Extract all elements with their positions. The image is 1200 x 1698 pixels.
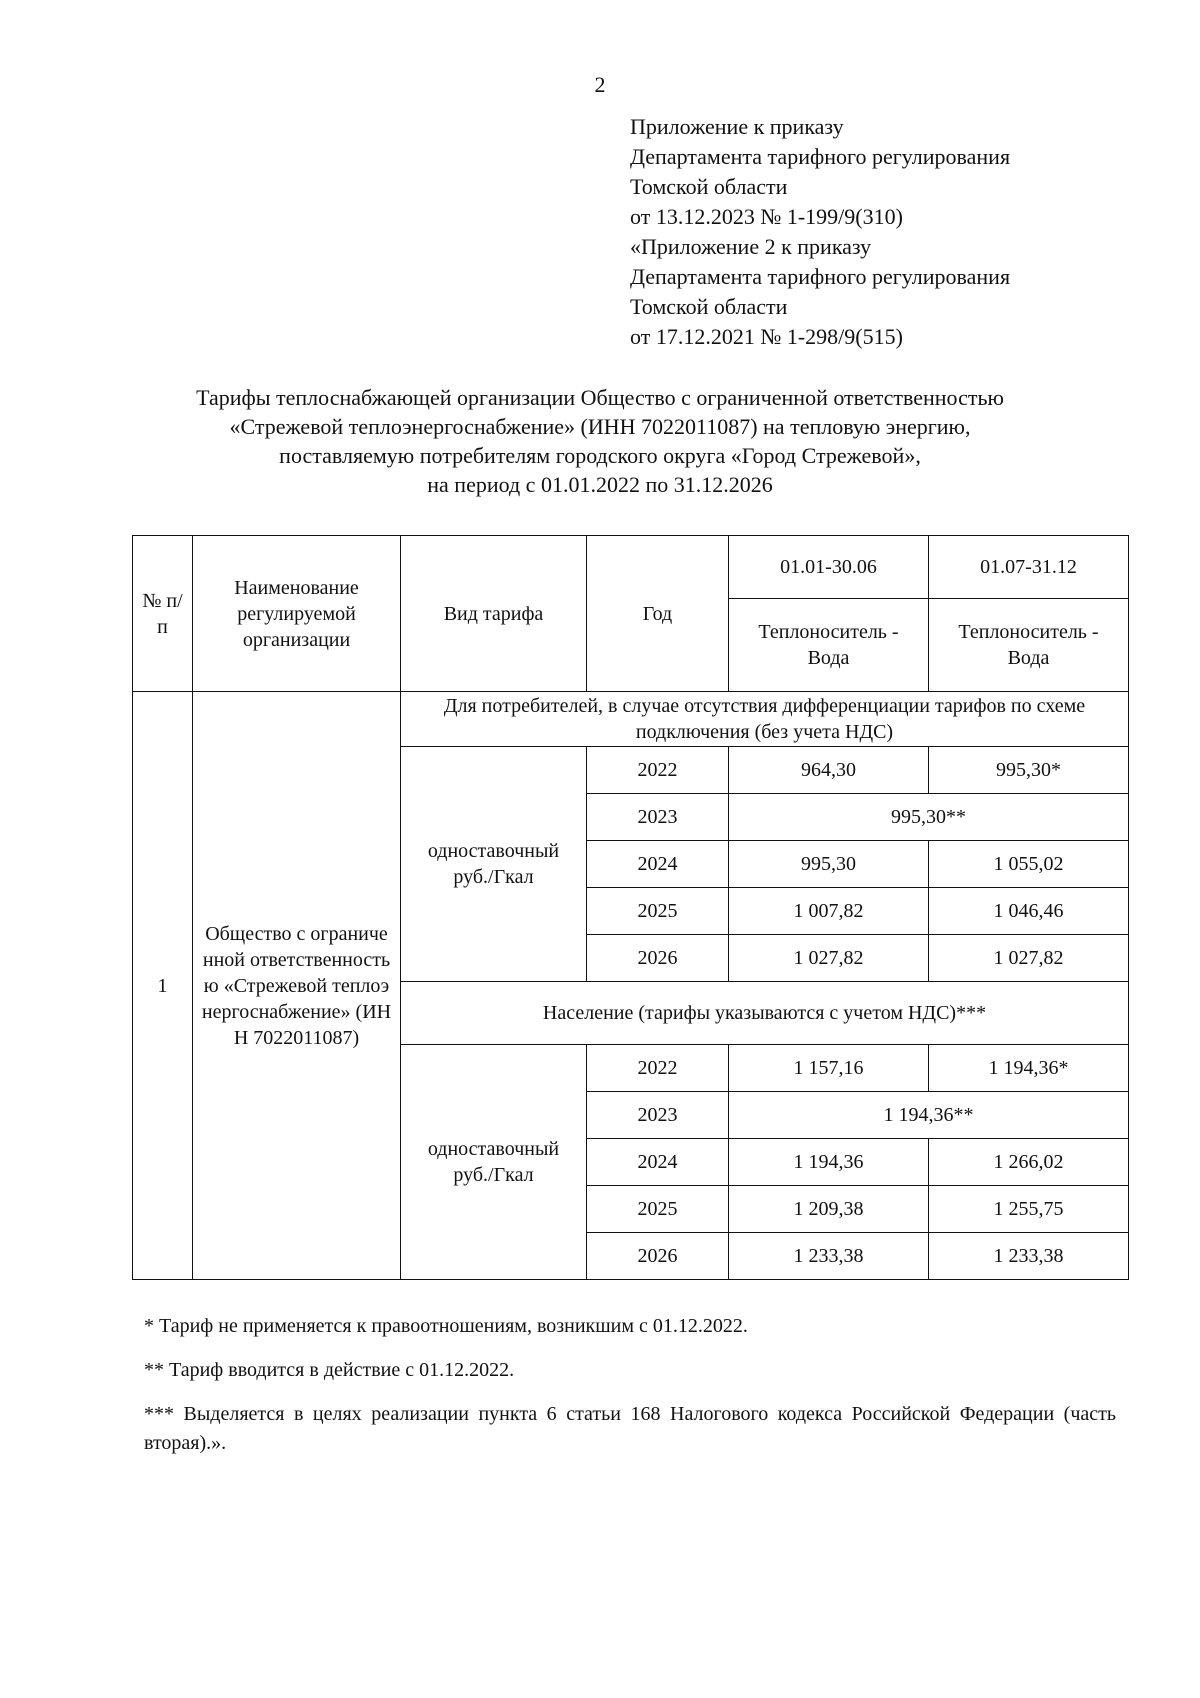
tariff-h2-cell: 1 266,02 xyxy=(929,1139,1129,1186)
organization-name: Общество с ограниченной ответственностью «Стрежевой теплоэнергоснабжение» (ИНН 7022011087) xyxy=(193,692,401,1280)
document-title xyxy=(100,383,1100,499)
year-cell: 2024 xyxy=(587,841,729,888)
header-num: № п/п xyxy=(133,536,193,692)
appendix-block xyxy=(630,112,1010,352)
year-cell: 2024 xyxy=(587,1139,729,1186)
appendix-line: Томской области xyxy=(630,174,788,199)
tariff-h1-cell: 1 157,16 xyxy=(729,1045,929,1092)
footnote-2: ** Тариф вводится в действие с 01.12.2022. xyxy=(144,1359,515,1381)
appendix-line: Томской области xyxy=(630,294,788,319)
footnote-3: *** Выделяется в целях реализации пункта 6 статьи 168 Налогового кодекса Российской Федерации (часть вторая).». xyxy=(144,1403,1116,1454)
title-line: поставляемую потребителям городского округа «Город Стрежевой», xyxy=(279,443,921,468)
tariff-h2-cell: 1 046,46 xyxy=(929,888,1129,935)
section-1-title: Для потребителей, в случае отсутствия дифференциации тарифов по схеме подключения (без учета НДС) xyxy=(401,692,1129,747)
footnotes xyxy=(144,1312,1116,1473)
header-row xyxy=(133,536,1129,599)
tariff-table xyxy=(132,535,1129,1280)
appendix-line: Приложение к приказу xyxy=(630,114,844,139)
tariff-h2-cell: 1 194,36* xyxy=(929,1045,1129,1092)
header-year: Год xyxy=(587,536,729,692)
section-row xyxy=(133,692,1129,747)
tariff-merged-cell: 995,30** xyxy=(729,794,1129,841)
tariff-h1-cell: 995,30 xyxy=(729,841,929,888)
header-carrier-1: Теплоноситель - Вода xyxy=(729,599,929,692)
appendix-line: Департамента тарифного регулирования xyxy=(630,144,1011,169)
page-number: 2 xyxy=(594,72,606,97)
header-tariff-type: Вид тарифа xyxy=(401,536,587,692)
header-period-2: 01.07-31.12 xyxy=(929,536,1129,599)
appendix-line: Департамента тарифного регулирования xyxy=(630,264,1011,289)
tariff-h1-cell: 1 007,82 xyxy=(729,888,929,935)
title-line: на период с 01.01.2022 по 31.12.2026 xyxy=(427,472,773,497)
tariff-h1-cell: 1 209,38 xyxy=(729,1186,929,1233)
year-cell: 2025 xyxy=(587,1186,729,1233)
tariff-h2-cell: 995,30* xyxy=(929,747,1129,794)
header-org-name: Наименование регулируемой организации xyxy=(193,536,401,692)
section-2-title: Население (тарифы указываются с учетом НДС)*** xyxy=(401,982,1129,1045)
tariff-h2-cell: 1 027,82 xyxy=(929,935,1129,982)
appendix-line: от 17.12.2021 № 1-298/9(515) xyxy=(630,324,903,349)
year-cell: 2026 xyxy=(587,1233,729,1280)
tariff-h2-cell: 1 255,75 xyxy=(929,1186,1129,1233)
appendix-line: «Приложение 2 к приказу xyxy=(630,234,872,259)
header-period-1: 01.01-30.06 xyxy=(729,536,929,599)
tariff-h1-cell: 1 233,38 xyxy=(729,1233,929,1280)
footnote-1: * Тариф не применяется к правоотношениям, возникшим с 01.12.2022. xyxy=(144,1315,748,1337)
section-2-tariff-type: одноставочный руб./Гкал xyxy=(401,1045,587,1280)
tariff-h1-cell: 1 027,82 xyxy=(729,935,929,982)
title-line: «Стрежевой теплоэнергоснабжение» (ИНН 7022011087) на тепловую энергию, xyxy=(229,414,971,439)
year-cell: 2022 xyxy=(587,747,729,794)
year-cell: 2026 xyxy=(587,935,729,982)
header-carrier-2: Теплоноситель - Вода xyxy=(929,599,1129,692)
tariff-h2-cell: 1 233,38 xyxy=(929,1233,1129,1280)
tariff-h2-cell: 1 055,02 xyxy=(929,841,1129,888)
year-cell: 2023 xyxy=(587,794,729,841)
tariff-h1-cell: 1 194,36 xyxy=(729,1139,929,1186)
row-number: 1 xyxy=(133,692,193,1280)
section-1-tariff-type: одноставочный руб./Гкал xyxy=(401,747,587,982)
title-line: Тарифы теплоснабжающей организации Общество с ограниченной ответственностью xyxy=(196,385,1004,410)
year-cell: 2022 xyxy=(587,1045,729,1092)
tariff-merged-cell: 1 194,36** xyxy=(729,1092,1129,1139)
year-cell: 2025 xyxy=(587,888,729,935)
appendix-line: от 13.12.2023 № 1-199/9(310) xyxy=(630,204,903,229)
year-cell: 2023 xyxy=(587,1092,729,1139)
tariff-h1-cell: 964,30 xyxy=(729,747,929,794)
